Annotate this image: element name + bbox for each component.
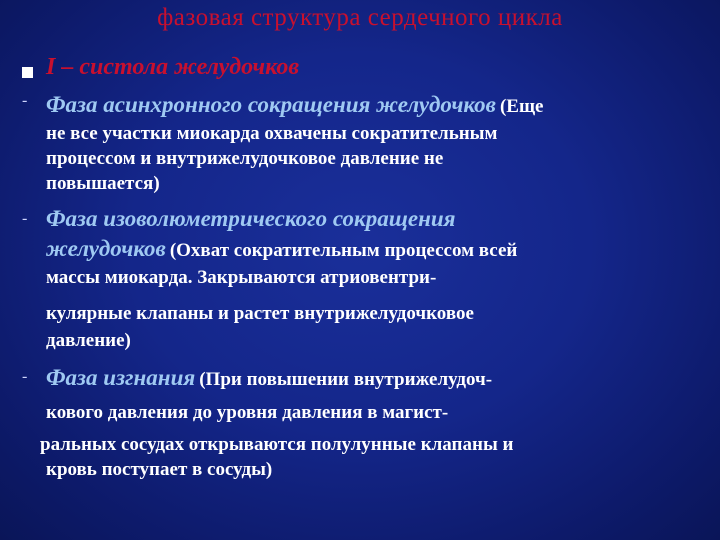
phase-title: Фаза изгнания [46,365,196,390]
phase-description: (Еще [499,96,544,117]
description-line: повышается) [46,173,160,194]
phase-description: (Охват сократительным процессом всей [169,240,518,261]
dash-bullet-icon: - [22,210,28,227]
phase-item-2 [46,236,517,262]
description-line: кровь поступает в сосуды) [46,459,273,480]
phase-title: желудочков [46,236,166,261]
dash-bullet-icon: - [22,92,28,109]
description-line: не все участки миокарда охвачены сократительным [46,123,498,144]
phase-title: Фаза изоволюметрического сокращения [46,206,456,231]
description-line: кового давления до уровня давления в магист- [46,402,449,423]
description-line: давление) [46,330,131,351]
description-line: массы миокарда. Закрываются атриовентри- [46,267,437,288]
description-line: кулярные клапаны и растет внутрижелудочковое [46,303,474,324]
square-bullet-icon [22,67,33,78]
section-heading: I – систола желудочков [46,54,300,80]
phase-item-1 [46,92,543,118]
phase-item-3 [46,365,492,391]
description-line: процессом и внутрижелудочковое давление не [46,148,444,169]
phase-title: Фаза асинхронного сокращения желудочков [46,92,496,117]
dash-bullet-icon: - [22,368,28,385]
slide-title: фазовая структура сердечного цикла [157,4,563,31]
phase-description: (При повышении внутрижелудоч- [199,369,493,390]
description-line: ральных сосудах открываются полулунные клапаны и [40,434,514,455]
